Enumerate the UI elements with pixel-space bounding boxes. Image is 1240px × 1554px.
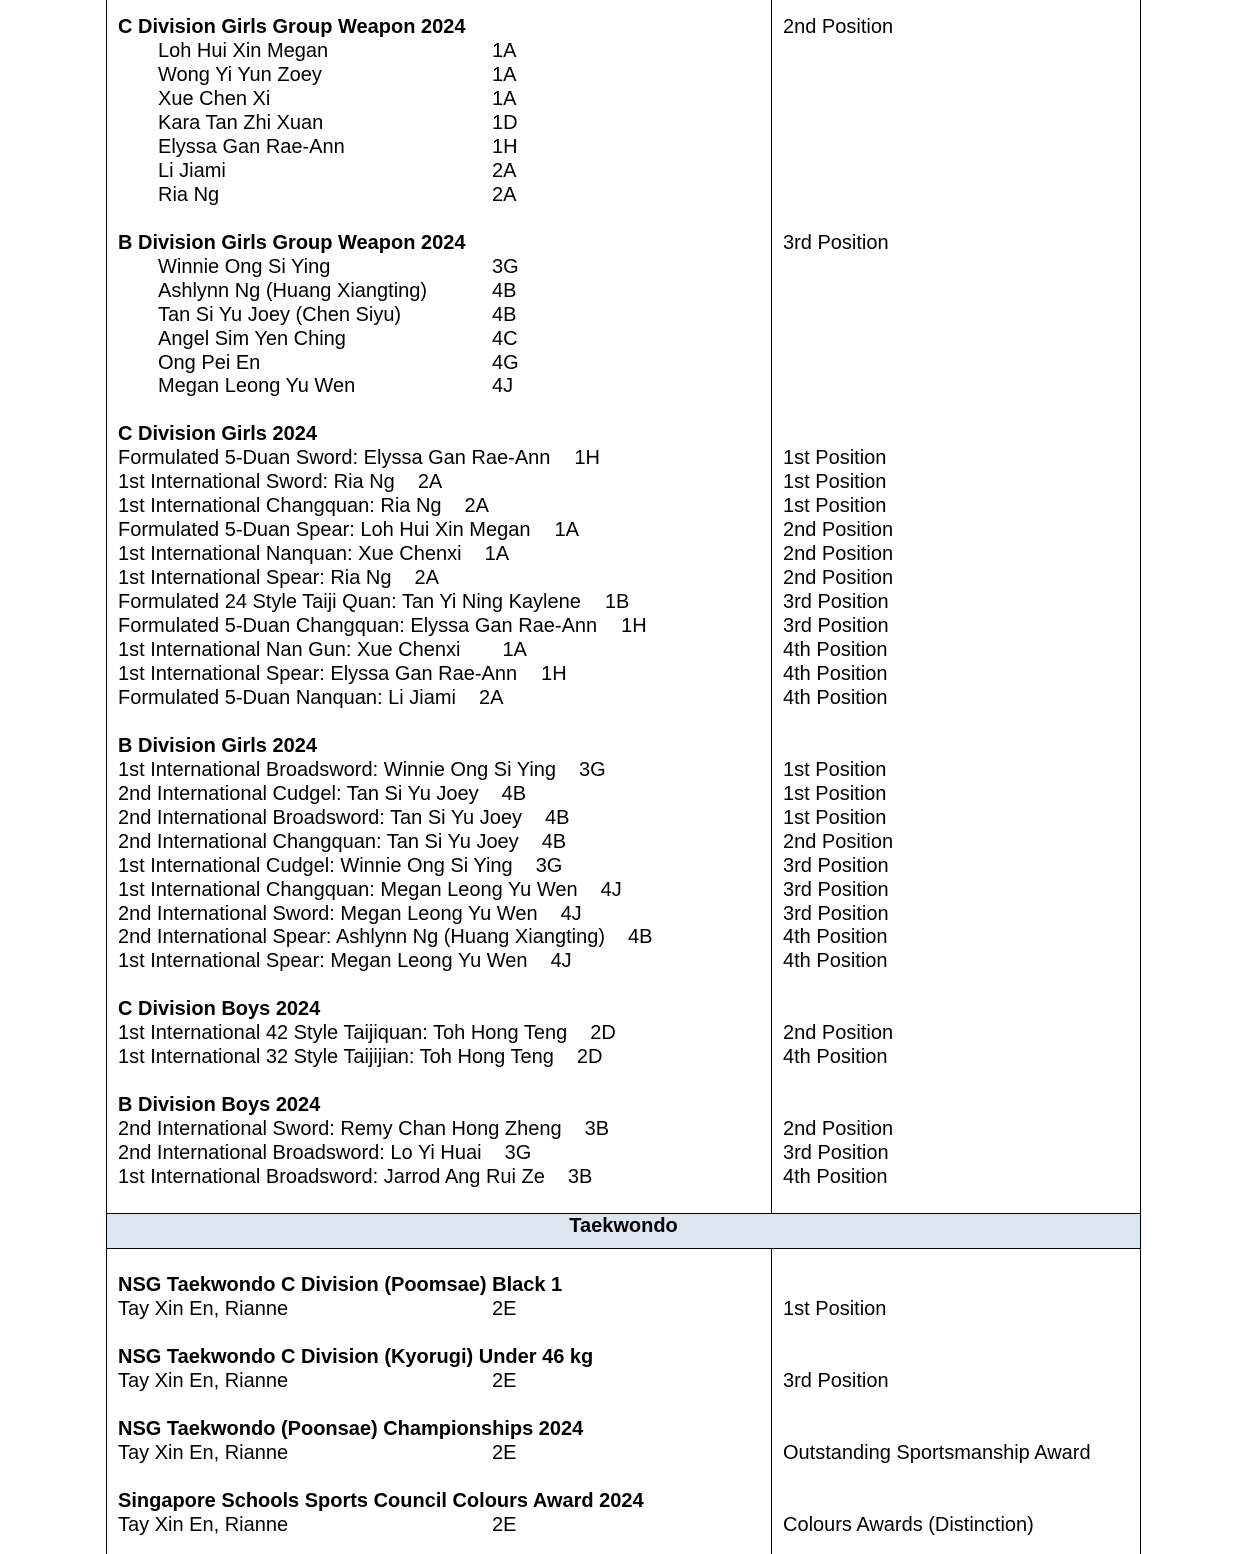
event-result: 4th Position xyxy=(783,687,888,709)
event-result: 2nd Position xyxy=(783,567,894,589)
table-right-border xyxy=(1140,0,1141,1554)
member-name: Angel Sim Yen Ching xyxy=(158,328,346,350)
event-line xyxy=(118,902,582,926)
event-class: 3B xyxy=(584,1118,610,1140)
event-result: 2nd Position xyxy=(783,1118,894,1140)
event-class: 1A xyxy=(484,543,510,565)
event-line xyxy=(118,1021,616,1045)
event-line xyxy=(118,1045,602,1069)
tkd-award-result: Outstanding Sportsmanship Award xyxy=(783,1442,1091,1464)
c-girls-heading: C Division Girls 2024 xyxy=(118,423,317,445)
event-class: 3B xyxy=(567,1166,593,1188)
event-class: 4B xyxy=(541,831,567,853)
event-result: 4th Position xyxy=(783,950,888,972)
event-line xyxy=(118,662,567,686)
column-divider-lower xyxy=(771,1249,772,1554)
member-class: 2A xyxy=(492,184,517,206)
event-result: 4th Position xyxy=(783,663,888,685)
event-line xyxy=(118,518,579,542)
event-line xyxy=(118,782,526,806)
event-result: 1st Position xyxy=(783,783,887,805)
event-name: 2nd International Changquan: Tan Si Yu Joey xyxy=(118,831,519,853)
b-group-heading: B Division Girls Group Weapon 2024 xyxy=(118,232,466,254)
member-class: 1A xyxy=(492,40,517,62)
member-name: Loh Hui Xin Megan xyxy=(158,40,329,62)
tkd-award-heading: NSG Taekwondo C Division (Poomsae) Black 1 xyxy=(118,1274,563,1296)
event-class: 1A xyxy=(554,519,579,541)
taekwondo-section-title: Taekwondo xyxy=(569,1215,678,1237)
event-name: 1st International Nan Gun: Xue Chenxi xyxy=(118,639,461,661)
event-result: 2nd Position xyxy=(783,1022,894,1044)
tkd-award-result: Colours Awards (Distinction) xyxy=(783,1514,1034,1536)
event-class: 2A xyxy=(478,687,504,709)
member-name: Li Jiami xyxy=(158,160,226,182)
event-line xyxy=(118,854,562,878)
event-result: 1st Position xyxy=(783,495,887,517)
event-name: 1st International Sword: Ria Ng xyxy=(118,471,395,493)
b-girls-heading: B Division Girls 2024 xyxy=(118,735,317,757)
event-class: 4J xyxy=(550,950,572,972)
event-line xyxy=(118,830,566,854)
event-result: 4th Position xyxy=(783,639,888,661)
member-class: 3G xyxy=(492,256,519,278)
event-result: 2nd Position xyxy=(783,519,894,541)
event-class: 3G xyxy=(504,1142,532,1164)
member-class: 4B xyxy=(492,304,517,326)
event-class: 1H xyxy=(621,615,647,637)
table-left-border xyxy=(106,0,107,1554)
event-line xyxy=(118,878,622,902)
event-name: 1st International Spear: Ria Ng xyxy=(118,567,392,589)
tkd-award-heading: NSG Taekwondo C Division (Kyorugi) Under 46 kg xyxy=(118,1346,594,1368)
member-name: Xue Chen Xi xyxy=(158,88,271,110)
tkd-athlete-name: Tay Xin En, Rianne xyxy=(118,1514,289,1536)
event-class: 2D xyxy=(590,1022,616,1044)
event-name: 1st International 32 Style Taijijian: Toh Hong Teng xyxy=(118,1046,554,1068)
event-class: 3G xyxy=(579,759,606,781)
tkd-award-heading: NSG Taekwondo (Poonsae) Championships 2024 xyxy=(118,1418,584,1440)
member-class: 1A xyxy=(492,88,517,110)
band-bottom-rule xyxy=(106,1248,1141,1249)
event-result: 3rd Position xyxy=(783,879,889,901)
member-name: Tan Si Yu Joey (Chen Siyu) xyxy=(158,304,402,326)
event-line xyxy=(118,494,489,518)
member-name: Ong Pei En xyxy=(158,352,261,374)
event-result: 4th Position xyxy=(783,926,888,948)
event-name: 1st International Nanquan: Xue Chenxi xyxy=(118,543,462,565)
event-class: 4J xyxy=(560,903,582,925)
event-line xyxy=(118,566,439,590)
event-name: 1st International Spear: Megan Leong Yu Wen xyxy=(118,950,528,972)
member-name: Elyssa Gan Rae-Ann xyxy=(158,136,345,158)
c-boys-heading: C Division Boys 2024 xyxy=(118,998,321,1020)
event-result: 1st Position xyxy=(783,759,887,781)
tkd-athlete-class: 2E xyxy=(492,1370,517,1392)
event-result: 3rd Position xyxy=(783,903,889,925)
event-line xyxy=(118,638,527,662)
event-name: Formulated 5-Duan Changquan: Elyssa Gan Rae-Ann xyxy=(118,615,598,637)
event-class: 2A xyxy=(464,495,490,517)
event-name: 2nd International Spear: Ashlynn Ng (Huang Xiangting) xyxy=(118,926,605,948)
event-line xyxy=(118,758,606,782)
event-class: 4B xyxy=(544,807,570,829)
event-class: 4B xyxy=(501,783,527,805)
tkd-athlete-name: Tay Xin En, Rianne xyxy=(118,1370,289,1392)
event-result: 3rd Position xyxy=(783,615,889,637)
event-class: 1H xyxy=(574,447,600,469)
member-class: 1A xyxy=(492,64,517,86)
event-name: 2nd International Cudgel: Tan Si Yu Joey xyxy=(118,783,479,805)
c-group-heading: C Division Girls Group Weapon 2024 xyxy=(118,16,466,38)
event-line xyxy=(118,590,629,614)
event-class: 4B xyxy=(627,926,653,948)
event-result: 3rd Position xyxy=(783,591,889,613)
event-name: Formulated 24 Style Taiji Quan: Tan Yi Ning Kaylene xyxy=(118,591,581,613)
member-class: 1H xyxy=(492,136,518,158)
event-line xyxy=(118,1141,531,1165)
event-line xyxy=(118,542,509,566)
event-class: 1B xyxy=(604,591,630,613)
event-line xyxy=(118,686,503,710)
tkd-award-result: 3rd Position xyxy=(783,1370,889,1392)
event-name: 1st International Changquan: Ria Ng xyxy=(118,495,442,517)
event-class: 1H xyxy=(541,663,567,685)
event-name: 1st International 42 Style Taijiquan: Toh Hong Teng xyxy=(118,1022,568,1044)
event-name: Formulated 5-Duan Spear: Loh Hui Xin Megan xyxy=(118,519,531,541)
tkd-athlete-name: Tay Xin En, Rianne xyxy=(118,1298,289,1320)
event-name: 1st International Broadsword: Winnie Ong Si Ying xyxy=(118,759,557,781)
member-name: Megan Leong Yu Wen xyxy=(158,375,356,397)
event-result: 4th Position xyxy=(783,1046,888,1068)
member-name: Wong Yi Yun Zoey xyxy=(158,64,322,86)
member-class: 2A xyxy=(492,160,517,182)
tkd-athlete-name: Tay Xin En, Rianne xyxy=(118,1442,289,1464)
event-line xyxy=(118,925,652,949)
member-class: 4B xyxy=(492,280,517,302)
event-result: 1st Position xyxy=(783,447,887,469)
event-name: 2nd International Sword: Megan Leong Yu Wen xyxy=(118,903,538,925)
event-name: 2nd International Sword: Remy Chan Hong Zheng xyxy=(118,1118,562,1140)
event-name: 2nd International Broadsword: Lo Yi Huai xyxy=(118,1142,482,1164)
event-name: 1st International Changquan: Megan Leong Yu Wen xyxy=(118,879,578,901)
column-divider-upper xyxy=(771,0,772,1213)
event-class: 2A xyxy=(414,567,439,589)
member-name: Ria Ng xyxy=(158,184,220,206)
member-name: Kara Tan Zhi Xuan xyxy=(158,112,324,134)
event-result: 2nd Position xyxy=(783,831,894,853)
event-line xyxy=(118,806,569,830)
member-class: 1D xyxy=(492,112,518,134)
member-class: 4J xyxy=(492,375,514,397)
event-name: Formulated 5-Duan Sword: Elyssa Gan Rae-Ann xyxy=(118,447,551,469)
tkd-award-heading: Singapore Schools Sports Council Colours Award 2024 xyxy=(118,1490,644,1512)
c-group-result: 2nd Position xyxy=(783,16,894,38)
event-line xyxy=(118,1117,609,1141)
event-line xyxy=(118,1165,592,1189)
event-name: 1st International Broadsword: Jarrod Ang Rui Ze xyxy=(118,1166,545,1188)
event-result: 2nd Position xyxy=(783,543,894,565)
event-result: 1st Position xyxy=(783,471,887,493)
event-result: 4th Position xyxy=(783,1166,888,1188)
event-class: 4J xyxy=(600,879,622,901)
member-name: Winnie Ong Si Ying xyxy=(158,256,331,278)
b-group-result: 3rd Position xyxy=(783,232,889,254)
event-name: 1st International Cudgel: Winnie Ong Si Ying xyxy=(118,855,513,877)
event-result: 3rd Position xyxy=(783,1142,889,1164)
event-class: 1A xyxy=(502,639,527,661)
b-boys-heading: B Division Boys 2024 xyxy=(118,1094,321,1116)
event-line xyxy=(118,446,600,470)
member-class: 4C xyxy=(492,328,518,350)
tkd-award-result: 1st Position xyxy=(783,1298,887,1320)
event-line xyxy=(118,949,572,973)
event-class: 2D xyxy=(576,1046,603,1068)
event-class: 3G xyxy=(535,855,563,877)
event-result: 3rd Position xyxy=(783,855,889,877)
event-name: 1st International Spear: Elyssa Gan Rae-Ann xyxy=(118,663,518,685)
member-class: 4G xyxy=(492,352,519,374)
event-result: 1st Position xyxy=(783,807,887,829)
event-line xyxy=(118,470,442,494)
member-name: Ashlynn Ng (Huang Xiangting) xyxy=(158,280,428,302)
event-class: 2A xyxy=(417,471,443,493)
tkd-athlete-class: 2E xyxy=(492,1442,517,1464)
event-name: 2nd International Broadsword: Tan Si Yu Joey xyxy=(118,807,522,829)
event-name: Formulated 5-Duan Nanquan: Li Jiami xyxy=(118,687,456,709)
tkd-athlete-class: 2E xyxy=(492,1298,517,1320)
tkd-athlete-class: 2E xyxy=(492,1514,517,1536)
event-line xyxy=(118,614,647,638)
